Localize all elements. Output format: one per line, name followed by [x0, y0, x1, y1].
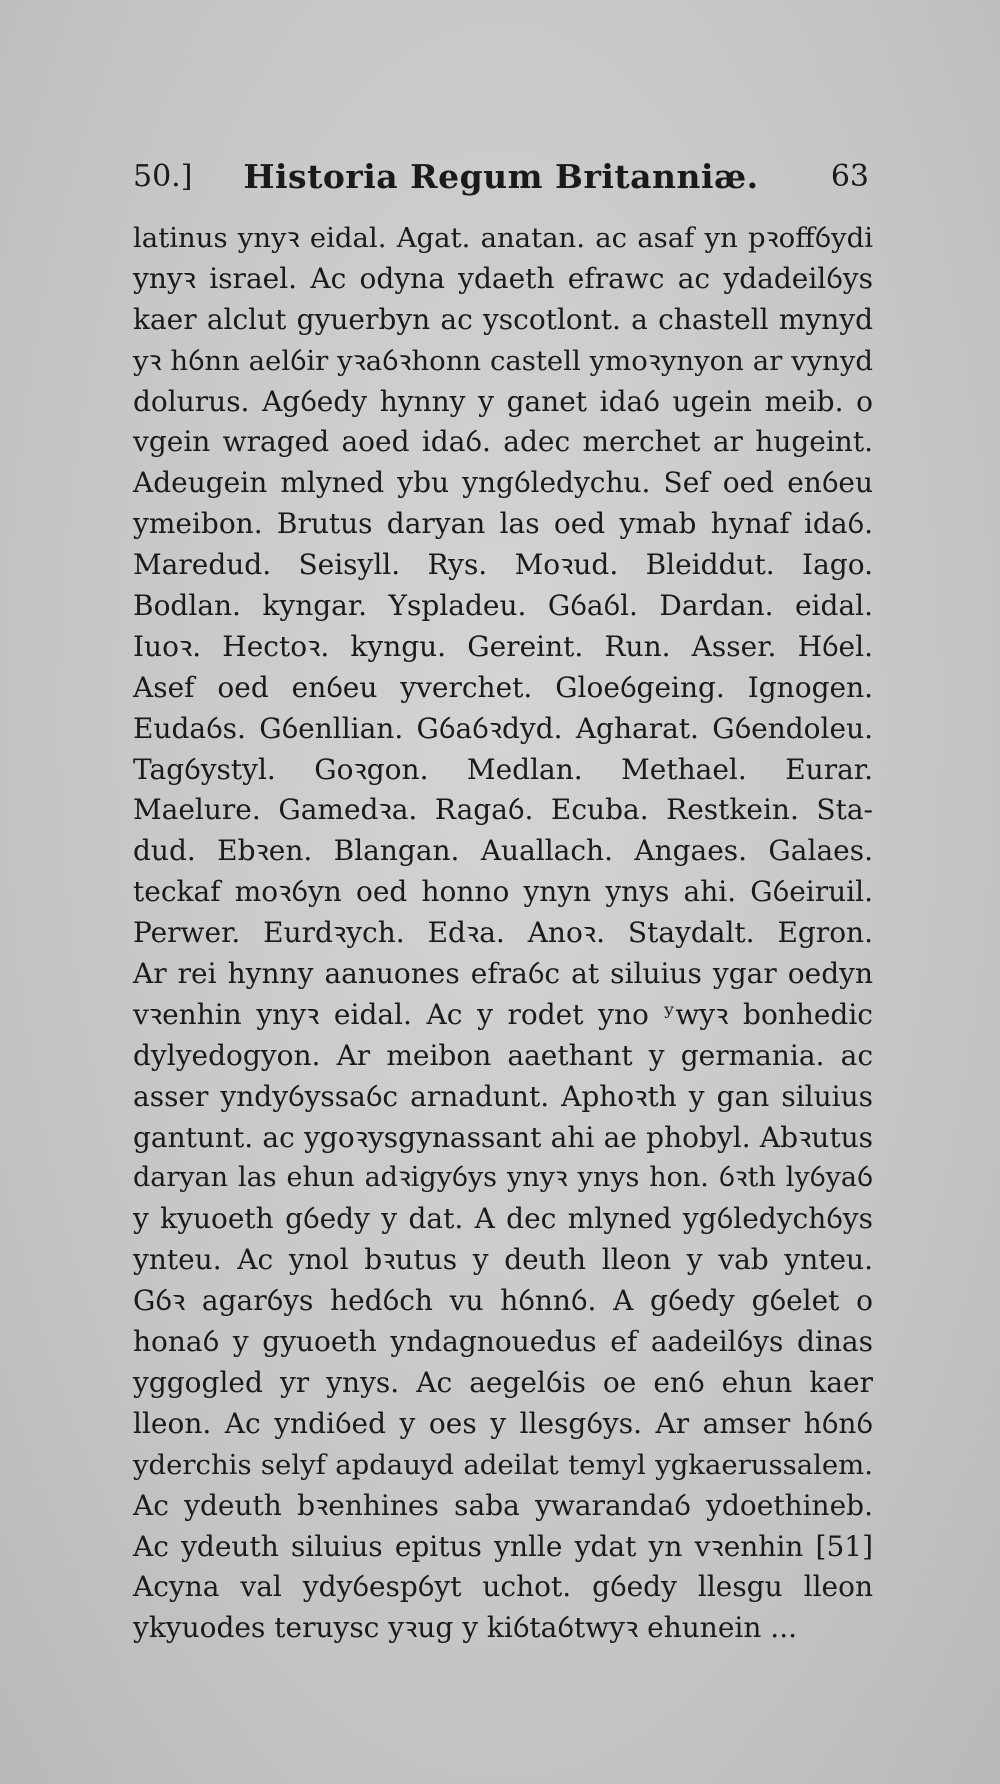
text-line: yggogled yr ynys. Ac aegelỽis oe enỽ ehun kaer — [133, 1365, 873, 1399]
body-text — [133, 218, 873, 1649]
text-line: y kyuoeth gỽedy y dat. A dec mlyned ygỽledychỽys — [133, 1202, 873, 1236]
text-line: yderchis selyf apdauyd adeilat temyl ygkaerussalem. — [133, 1448, 873, 1481]
text-line: Perwer. Eurdꝛych. Edꝛa. Anoꝛ. Staydalt. Egron. — [133, 916, 873, 950]
text-line: Bodlan. kyngar. Yspladeu. Gỽaỽl. Dardan. eidal. — [133, 589, 873, 623]
page-number: 63 — [830, 159, 869, 194]
text-line: gantunt. ac ygoꝛysgynassant ahi ae phobyl. Abꝛutus — [133, 1120, 873, 1154]
text-line: Acyna val ydyỽespỽyt uchot. gỽedy llesgu lleon — [133, 1570, 873, 1604]
text-line: Maredud. Seisyll. Rys. Moꝛud. Bleiddut. Iago. — [133, 548, 873, 582]
text-line: Ac ydeuth bꝛenhines saba ywarandaỽ ydoethineb. — [133, 1488, 873, 1522]
text-line: vꝛenhin ynyꝛ eidal. Ac y rodet yno ʸwyꝛ bonhedic — [133, 997, 873, 1031]
text-line: ynyꝛ israel. Ac odyna ydaeth efrawc ac ydadeilỽys — [133, 261, 873, 295]
text-line: Asef oed enỽeu yverchet. Gloeỽgeing. Ignogen. — [133, 670, 873, 704]
section-number: 50.] — [133, 159, 193, 194]
text-line: latinus ynyꝛ eidal. Agat. anatan. ac asaf yn pꝛoffỽydi — [133, 222, 873, 254]
text-line: kaer alclut gyuerbyn ac yscotlont. a chastell mynyd — [133, 302, 873, 336]
text-line: yꝛ hỽnn aelỽir yꝛaỽꝛhonn castell ymoꝛynyon ar vynyd — [133, 344, 873, 377]
text-line: ymeibon. Brutus daryan las oed ymab hynaf idaỽ. — [133, 507, 873, 541]
running-title: Historia Regum Britanniæ. — [243, 157, 759, 196]
text-line: Iuoꝛ. Hectoꝛ. kyngu. Gereint. Run. Asser. Hỽel. — [133, 629, 873, 663]
text-line: daryan las ehun adꝛigyỽys ynyꝛ ynys hon. ỽꝛth lyỽyaỽ — [133, 1162, 873, 1194]
text-line: lleon. Ac yndiỽed y oes y llesgỽys. Ar amser hỽnỽ — [133, 1406, 873, 1440]
running-header — [133, 152, 869, 202]
text-line: vgein wraged aoed idaỽ. adec merchet ar hugeint. — [133, 425, 873, 459]
text-line: teckaf moꝛỽyn oed honno ynyn ynys ahi. Gỽeiruil. — [133, 875, 873, 909]
text-line: Tagỽystyl. Goꝛgon. Medlan. Methael. Eurar. — [133, 752, 873, 786]
text-line: asser yndyỽyssaỽc arnadunt. Aphoꝛth y gan siluius — [133, 1079, 873, 1113]
text-line: Gỽꝛ agarỽys hedỽch vu hỽnnỽ. A gỽedy gỽelet o — [133, 1284, 873, 1318]
text-line: dylyedogyon. Ar meibon aaethant y germania. ac — [133, 1038, 873, 1072]
text-line: Adeugein mlyned ybu yngỽledychu. Sef oed enỽeu — [133, 466, 873, 500]
text-line: honaỽ y gyuoeth yndagnouedus ef aadeilỽys dinas — [133, 1325, 873, 1359]
text-line: Eudaỽs. Gỽenllian. Gỽaỽꝛdyd. Agharat. Gỽendoleu. — [133, 711, 873, 745]
text-line: Ar rei hynny aanuones efraỽc at siluius ygar oedyn — [133, 957, 873, 991]
text-line: Maelure. Gamedꝛa. Ragaỽ. Ecuba. Restkein. Sta- — [133, 793, 873, 827]
text-line: Ac ydeuth siluius epitus ynlle ydat yn vꝛenhin [51] — [133, 1529, 873, 1563]
text-line: ynteu. Ac ynol bꝛutus y deuth lleon y vab ynteu. — [133, 1243, 873, 1277]
text-line: dud. Ebꝛen. Blangan. Auallach. Angaes. Galaes. — [133, 834, 873, 868]
text-line: ykyuodes teruysc yꝛug y kiỽtaỽtwyꝛ ehunein ... — [133, 1611, 797, 1645]
text-line: dolurus. Agỽedy hynny y ganet idaỽ ugein meib. o — [133, 384, 873, 418]
